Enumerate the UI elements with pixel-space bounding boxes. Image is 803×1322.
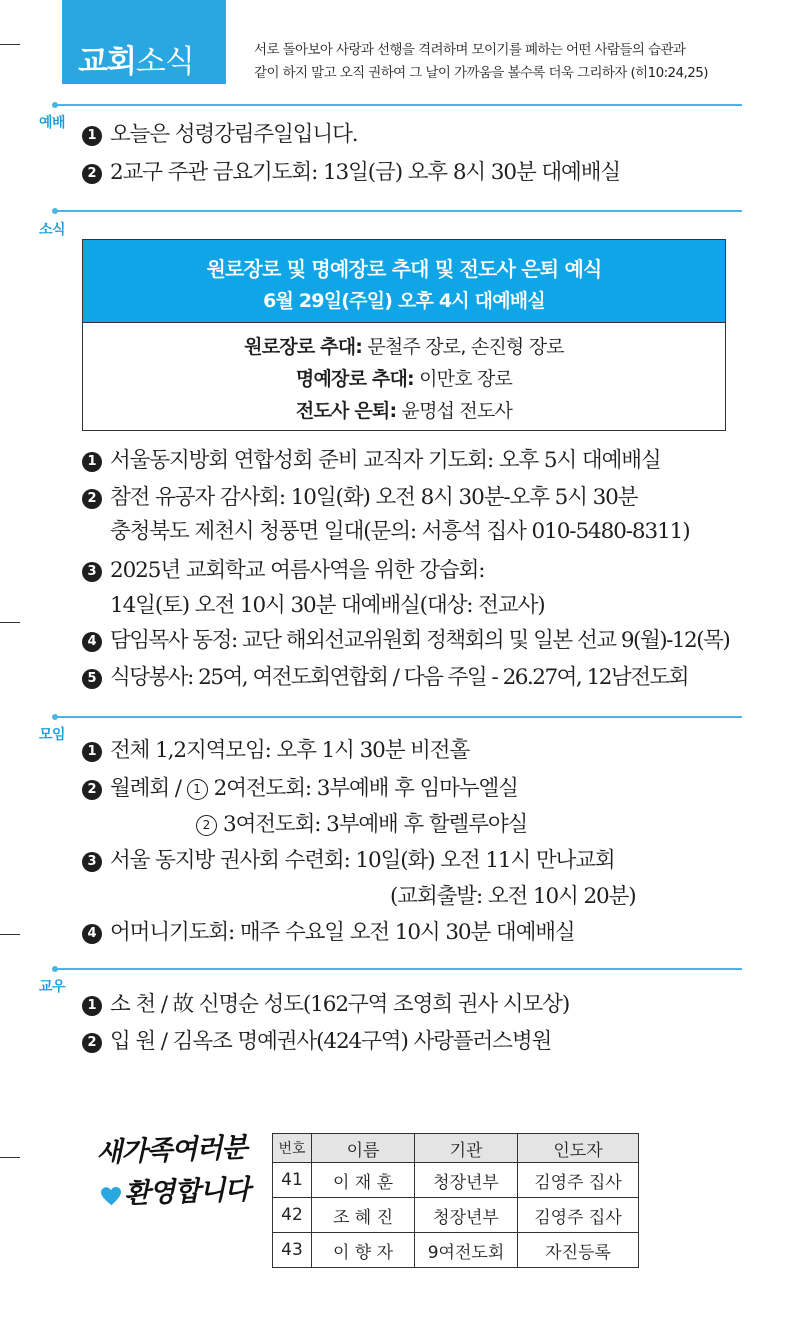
item-text: 2025년 교회학교 여름사역을 위한 강습회:: [110, 558, 485, 583]
column-header: 기관: [415, 1134, 518, 1163]
number-badge: 4: [82, 632, 102, 652]
section-divider: [54, 968, 742, 970]
number-badge: 1: [82, 996, 102, 1016]
event-detail: 전도사 은퇴: 윤명섭 전도사: [295, 400, 513, 422]
item-continuation: [196, 810, 527, 840]
list-item: [82, 846, 615, 876]
table-row: [273, 1163, 639, 1198]
number-badge: 3: [82, 852, 102, 872]
list-item: [82, 774, 518, 804]
item-text: 2교구 주관 금요기도회: 13일(금) 오후 8시 30분 대예배실: [110, 160, 621, 185]
number-badge: 2: [82, 164, 102, 184]
number-badge: 3: [82, 562, 102, 582]
column-header: 인도자: [518, 1134, 639, 1163]
list-item: [82, 626, 729, 656]
item-text: 입 원 / 김옥조 명예권사(424구역) 사랑플러스병원: [110, 1029, 552, 1054]
item-text: 소 천 / 故 신명순 성도(162구역 조영희 권사 시모상): [110, 992, 570, 1017]
list-item: [82, 736, 469, 766]
edge-mark: [0, 622, 20, 623]
event-subtitle: 6월 29일(주일) 오후 4시 대예배실: [263, 290, 545, 312]
item-text: 서울동지방회 연합성회 준비 교직자 기도회: 오후 5시 대예배실: [110, 448, 661, 473]
item-text: 2여전도회: 3부예배 후 임마누엘실: [213, 776, 518, 801]
edge-mark: [0, 934, 20, 935]
section-divider: [54, 716, 742, 718]
list-item: [82, 120, 358, 150]
section-label-news: 소식: [39, 222, 66, 238]
number-badge: 5: [82, 669, 102, 689]
section-label-fellowship: 교우: [39, 979, 66, 995]
list-item: [82, 990, 569, 1020]
list-item: [82, 918, 575, 948]
list-item: [82, 556, 484, 586]
item-text: 서울 동지방 권사회 수련회: 10일(화) 오전 11시 만나교회: [110, 848, 615, 873]
event-detail: 원로장로 추대: 문철주 장로, 손진형 장로: [244, 336, 564, 358]
number-badge: 1: [82, 452, 102, 472]
section-divider: [54, 210, 742, 212]
table-row: [273, 1198, 639, 1233]
table-cell: 9여전도회: [415, 1233, 518, 1268]
table-cell: 청장년부: [415, 1163, 518, 1198]
number-badge: 2: [82, 489, 102, 509]
item-text: 참전 유공자 감사회: 10일(화) 오전 8시 30분-오후 5시 30분: [110, 485, 638, 510]
edge-mark: [0, 44, 20, 45]
section-label-worship: 예배: [39, 115, 66, 131]
event-detail: 명예장로 추대: 이만호 장로: [295, 368, 513, 390]
list-item: [82, 483, 637, 513]
table-cell: 자진등록: [518, 1233, 639, 1268]
list-item: [82, 663, 688, 693]
heart-icon: [100, 1185, 123, 1206]
number-badge: 2: [82, 1033, 102, 1053]
item-text: 월례회 /: [110, 776, 187, 801]
item-text: 오늘은 성령강림주일입니다.: [110, 122, 358, 147]
event-title: 원로장로 및 명예장로 추대 및 전도사 은퇴 예식: [206, 257, 602, 281]
section-label-meetings: 모임: [39, 727, 66, 743]
list-item: [82, 1027, 551, 1057]
item-text: 식당봉사: 25여, 여전도회연합회 / 다음 주일 - 26.27여, 12남전도회: [110, 665, 689, 690]
table-cell: 김영주 집사: [518, 1163, 639, 1198]
item-continuation: 충청북도 제천시 청풍면 일대(문의: 서흥석 집사 010-5480-8311): [110, 519, 690, 544]
verse-line: 같이 하지 말고 오직 권하여 그 날이 가까움을 볼수록 더욱 그리하자 (히10:24,25): [254, 65, 708, 81]
item-text: 전체 1,2지역모임: 오후 1시 30분 비전홀: [110, 738, 470, 763]
sub-number-badge: 2: [196, 815, 217, 836]
table-cell: 청장년부: [415, 1198, 518, 1233]
item-continuation: (교회출발: 오전 10시 20분): [390, 884, 636, 909]
item-text: 3여전도회: 3부예배 후 할렐루야실: [223, 812, 528, 837]
header-verse: [254, 39, 708, 85]
table-cell: 42: [273, 1198, 312, 1233]
list-item: [82, 446, 661, 476]
section-divider: [54, 104, 742, 106]
welcome-subheading: 환영합니다: [99, 1167, 250, 1211]
page-title: 교회소식: [78, 44, 194, 80]
number-badge: 4: [82, 924, 102, 944]
welcome-heading: 새가족여러분: [95, 1132, 248, 1169]
sub-number-badge: 1: [187, 779, 208, 800]
verse-line: 서로 돌아보아 사랑과 선행을 격려하며 모이기를 폐하는 어떤 사람들의 습관과: [254, 42, 686, 58]
table-cell: 43: [273, 1233, 312, 1268]
table-cell: 김영주 집사: [518, 1198, 639, 1233]
column-header: 이름: [312, 1134, 415, 1163]
table-cell: 이 재 훈: [312, 1163, 415, 1198]
table-cell: 41: [273, 1163, 312, 1198]
table-header-row: [273, 1134, 639, 1163]
number-badge: 2: [82, 780, 102, 800]
column-header: 번호: [273, 1134, 312, 1163]
list-item: [82, 158, 620, 188]
table-cell: 조 혜 진: [312, 1198, 415, 1233]
event-announcement-box: [82, 239, 726, 431]
edge-mark: [0, 1157, 20, 1158]
number-badge: 1: [82, 126, 102, 146]
item-text: 담임목사 동정: 교단 해외선교위원회 정책회의 및 일본 선교 9(월)-12(목): [110, 628, 730, 653]
number-badge: 1: [82, 742, 102, 762]
new-members-table: [272, 1133, 639, 1268]
item-text: 어머니기도회: 매주 수요일 오전 10시 30분 대예배실: [110, 920, 575, 945]
table-cell: 이 향 자: [312, 1233, 415, 1268]
table-row: [273, 1233, 639, 1268]
item-continuation: 14일(토) 오전 10시 30분 대예배실(대상: 전교사): [110, 593, 545, 618]
